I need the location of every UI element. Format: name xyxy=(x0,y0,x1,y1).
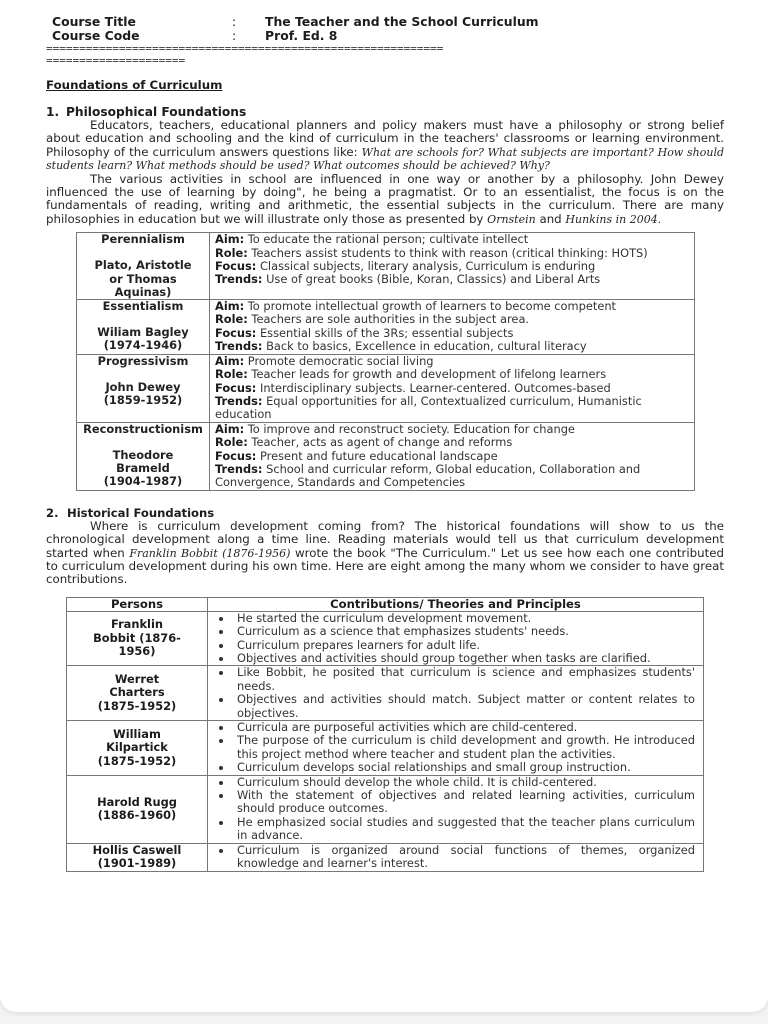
trends-label: Trends: xyxy=(215,339,263,354)
philosophy-cell xyxy=(77,233,210,300)
historical-table-body xyxy=(67,611,704,871)
paragraph-italic-text: What are schools for? What subjects are important? How should students learn? What methods should be used? What outcomes should be achieved? Why? xyxy=(46,145,725,173)
course-code-value: Prof. Ed. 8 xyxy=(265,28,338,43)
contributions-list xyxy=(208,721,695,775)
section-number: 1. xyxy=(46,105,60,119)
list-item: • Curriculum as a science that emphasizes students' needs. xyxy=(233,625,695,638)
proponent-line: Plato, Aristotle xyxy=(94,258,192,273)
focus-line xyxy=(215,450,689,463)
contributions-list xyxy=(208,844,695,871)
contributions-cell xyxy=(208,721,704,776)
aim-label: Aim: xyxy=(215,299,245,314)
role-label: Role: xyxy=(215,245,248,260)
trends-line xyxy=(215,463,689,490)
spacer xyxy=(79,436,207,449)
person-name-line: William xyxy=(113,726,161,741)
proponent-line: or Thomas xyxy=(109,271,177,286)
paragraph-text: The various activities in school are influenced in one way or another by a philosophy. John Dewey influenced the use of learning by doing", he being a pragmatist. Or to an essentialist, the focus is on the fundamentals of reading, writing and arithmetic, the essential subjects in the curriculum. There are many philosophies in education but we will illustrate only those as presented by xyxy=(46,171,724,226)
table-row xyxy=(77,422,695,490)
role-label: Role: xyxy=(215,367,248,382)
proponent-line: Aquinas) xyxy=(114,284,172,299)
list-item: • He started the curriculum development movement. xyxy=(233,612,695,625)
proponent-line: Brameld xyxy=(116,461,170,476)
list-item: • Like Bobbit, he posited that curriculum is science and emphasizes students' needs. xyxy=(233,666,695,693)
aim-line xyxy=(215,355,689,368)
page-title: Foundations of Curriculum xyxy=(46,78,223,92)
document-content xyxy=(46,15,724,872)
philosophy-name: Perennialism xyxy=(101,232,185,247)
contributions-list xyxy=(208,776,695,843)
paragraph-italic-text: Ornstein xyxy=(487,212,536,226)
list-item: • Objectives and activities should match. Subject matter or content relates to objectives. xyxy=(233,693,695,720)
column-header-contributions: Contributions/ Theories and Principles xyxy=(208,597,704,611)
table-row xyxy=(67,666,704,721)
paragraph-text: and xyxy=(539,211,562,226)
list-item: • Curriculum should develop the whole child. It is child-centered. xyxy=(233,776,695,789)
course-title-label: Course Title xyxy=(52,14,136,29)
table-header-row xyxy=(67,597,704,611)
philosophy-description-cell xyxy=(210,300,695,355)
course-code-row xyxy=(46,29,724,43)
philosophy-description-cell xyxy=(210,233,695,300)
list-item: • The purpose of the curriculum is child development and growth. He introduced this project method where teacher and student plan the activities. xyxy=(233,734,695,761)
aim-text: To educate the rational person; cultivate intellect xyxy=(247,232,529,247)
separator-rule-1: ============================================================ xyxy=(46,43,444,55)
paragraph xyxy=(46,520,724,587)
paragraph-text: wrote the book "The Curriculum." Let us see how each one contributed to curriculum development during his own time. Here are eight among the many whom we consider to have great contributions. xyxy=(46,545,725,587)
focus-label: Focus: xyxy=(215,259,257,274)
colon: : xyxy=(232,14,237,29)
list-item: • With the statement of objectives and related learning activities, curriculum should produce outcomes. xyxy=(233,789,695,816)
paragraph-italic-text: Hunkins in 2004. xyxy=(565,212,662,226)
philosophy-cell xyxy=(77,354,210,422)
table-row xyxy=(67,775,704,843)
trends-line xyxy=(215,273,689,286)
philosophy-cell xyxy=(77,422,210,490)
person-cell xyxy=(67,843,208,871)
separator-rule-2: ===================== xyxy=(46,55,186,67)
proponent-line: (1904-1987) xyxy=(103,474,183,489)
person-name-line: Charters xyxy=(109,685,165,700)
person-name-line: 1956) xyxy=(118,644,156,659)
trends-label: Trends: xyxy=(215,393,263,408)
contributions-cell xyxy=(208,843,704,871)
person-name-line: Franklin xyxy=(111,617,163,632)
aim-label: Aim: xyxy=(215,232,245,247)
person-name-line: Harold Rugg xyxy=(97,794,177,809)
trends-text: Use of great books (Bible, Koran, Classics) and Liberal Arts xyxy=(266,272,601,287)
section-heading-philosophical xyxy=(46,105,724,119)
role-text: Teacher leads for growth and development of lifelong learners xyxy=(251,367,607,382)
contributions-cell xyxy=(208,611,704,666)
course-code-label: Course Code xyxy=(52,28,140,43)
section-heading-text: Historical Foundations xyxy=(67,505,215,520)
role-label: Role: xyxy=(215,312,248,327)
proponent-line: John Dewey xyxy=(105,379,181,394)
focus-text: Present and future educational landscape xyxy=(259,448,498,463)
list-item: • Curricula are purposeful activities which are child-centered. xyxy=(233,721,695,734)
paragraph-text: Where is curriculum development coming from? The historical foundations will show to us the chronological development along a time line. Reading materials would tell us that curriculum development started when xyxy=(46,518,724,560)
list-item: • Curriculum is organized around social functions of themes, organized knowledge and learner's interest. xyxy=(233,844,695,871)
focus-line xyxy=(215,327,689,340)
trends-text: Equal opportunities for all, Contextualized curriculum, Humanistic education xyxy=(215,393,642,422)
proponent-line: Wiliam Bagley xyxy=(97,325,189,340)
course-title-row xyxy=(46,15,724,29)
focus-text: Essential skills of the 3Rs; essential subjects xyxy=(259,325,514,340)
role-text: Teachers are sole authorities in the subject area. xyxy=(251,312,530,327)
person-name-line: Hollis Caswell xyxy=(92,842,182,857)
role-text: Teacher, acts as agent of change and reforms xyxy=(251,435,513,450)
aim-line xyxy=(215,423,689,436)
contributions-cell xyxy=(208,666,704,721)
paragraph xyxy=(46,173,724,227)
person-cell xyxy=(67,775,208,843)
role-text: Teachers assist students to think with reason (critical thinking: HOTS) xyxy=(251,245,648,260)
philosophy-table xyxy=(76,232,695,491)
aim-text: To improve and reconstruct society. Education for change xyxy=(247,421,575,436)
column-header-persons: Persons xyxy=(67,597,208,611)
focus-text: Interdisciplinary subjects. Learner-centered. Outcomes-based xyxy=(259,380,611,395)
paragraph-italic-text: Franklin Bobbit (1876-1956) xyxy=(129,546,291,560)
list-item: • Curriculum prepares learners for adult life. xyxy=(233,639,695,652)
section-heading-text: Philosophical Foundations xyxy=(66,105,247,119)
aim-text: Promote democratic social living xyxy=(247,353,434,368)
proponent-line: (1974-1946) xyxy=(103,338,183,353)
focus-text: Classical subjects, literary analysis, Curriculum is enduring xyxy=(259,259,596,274)
focus-label: Focus: xyxy=(215,380,257,395)
trends-line xyxy=(215,340,689,353)
paragraph xyxy=(46,119,724,173)
proponent-line: (1859-1952) xyxy=(103,393,183,408)
philosophy-description-cell xyxy=(210,422,695,490)
role-label: Role: xyxy=(215,435,248,450)
section-number: 2. xyxy=(46,505,59,520)
person-name-line: (1886-1960) xyxy=(97,808,177,823)
focus-label: Focus: xyxy=(215,448,257,463)
person-name-line: Bobbit (1876- xyxy=(93,630,181,645)
role-line xyxy=(215,436,689,449)
philosophy-name: Progressivism xyxy=(97,353,189,368)
aim-line xyxy=(215,300,689,313)
person-name-line: (1875-1952) xyxy=(97,698,177,713)
philosophy-description-cell xyxy=(210,354,695,422)
person-cell xyxy=(67,721,208,776)
table-row xyxy=(67,721,704,776)
course-title-value: The Teacher and the School Curriculum xyxy=(265,14,539,29)
table-row xyxy=(67,843,704,871)
aim-text: To promote intellectual growth of learners to become competent xyxy=(247,299,617,314)
proponent-line: Theodore xyxy=(112,447,174,462)
spacer xyxy=(79,368,207,381)
philosophy-name: Essentialism xyxy=(102,299,184,314)
focus-label: Focus: xyxy=(215,325,257,340)
list-item: • Objectives and activities should group together when tasks are clarified. xyxy=(233,652,695,665)
person-name-line: Kilpartick xyxy=(106,740,168,755)
role-line xyxy=(215,247,689,260)
list-item: • Curriculum develops social relationships and small group instruction. xyxy=(233,761,695,774)
table-row xyxy=(77,300,695,355)
person-name-line: (1901-1989) xyxy=(97,856,177,871)
person-cell xyxy=(67,666,208,721)
trends-text: School and curricular reform, Global education, Collaboration and Convergence, Standards and Competencies xyxy=(215,461,641,490)
table-row xyxy=(77,233,695,300)
focus-line xyxy=(215,260,689,273)
philosophy-table-body xyxy=(77,233,695,491)
trends-label: Trends: xyxy=(215,461,263,476)
historical-table xyxy=(66,597,704,872)
list-item: • He emphasized social studies and suggested that the teacher plans curriculum in advance. xyxy=(233,816,695,843)
role-line xyxy=(215,368,689,381)
table-row xyxy=(67,611,704,666)
trends-text: Back to basics, Excellence in education, cultural literacy xyxy=(266,339,587,354)
person-name-line: (1875-1952) xyxy=(97,753,177,768)
aim-label: Aim: xyxy=(215,421,245,436)
contributions-list xyxy=(208,612,695,666)
aim-label: Aim: xyxy=(215,353,245,368)
philosophy-cell xyxy=(77,300,210,355)
philosophy-name: Reconstructionism xyxy=(83,421,203,436)
person-name-line: Werret xyxy=(114,671,160,686)
contributions-cell xyxy=(208,775,704,843)
trends-label: Trends: xyxy=(215,272,263,287)
person-cell xyxy=(67,611,208,666)
paragraph-text: Educators, teachers, educational planners and policy makers must have a philosophy or strong belief about education and schooling and the kind of curriculum in the teachers' classrooms or learning environment. Philosophy of the curriculum answers questions like: xyxy=(46,118,724,159)
role-line xyxy=(215,313,689,326)
colon: : xyxy=(232,28,237,43)
aim-line xyxy=(215,233,689,246)
contributions-list xyxy=(208,666,695,720)
focus-line xyxy=(215,382,689,395)
trends-line xyxy=(215,395,689,422)
table-row xyxy=(77,354,695,422)
